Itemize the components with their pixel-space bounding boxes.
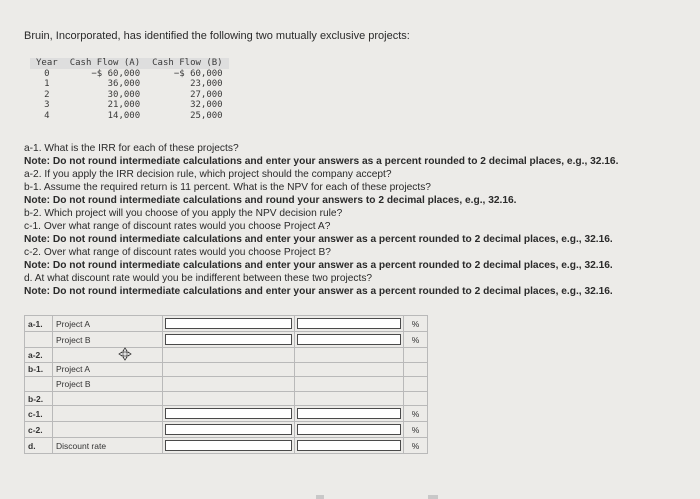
year-cell: 0 bbox=[44, 68, 50, 79]
cash-flow-b-cell: −$ 60,000 bbox=[173, 68, 223, 79]
answer-cell-2 bbox=[295, 391, 404, 406]
cash-flow-a-cell: 14,000 bbox=[107, 110, 141, 121]
cash-flow-a-cell: −$ 60,000 bbox=[91, 68, 141, 79]
answer-cell-2 bbox=[295, 362, 404, 377]
answer-input-2[interactable] bbox=[297, 318, 401, 329]
answer-input-2[interactable] bbox=[297, 424, 401, 435]
answer-input-1[interactable] bbox=[165, 424, 292, 435]
col-cash-flow-b: Cash Flow (B) bbox=[146, 58, 228, 69]
answer-row-label bbox=[53, 422, 163, 438]
unit-label: % bbox=[404, 406, 428, 422]
answer-part-label: c-1. bbox=[25, 406, 53, 422]
answer-cell-1[interactable] bbox=[163, 316, 295, 332]
question-line: d. At what discount rate would you be indifferent between these two projects? bbox=[24, 273, 373, 284]
answer-row-label: Discount rate bbox=[53, 438, 163, 454]
question-note: Note: Do not round intermediate calculations and enter your answers as a percent rounded to 2 decimal places, e.g., 32.16. bbox=[24, 156, 619, 167]
question-line: b-1. Assume the required return is 11 percent. What is the NPV for each of these projects? bbox=[24, 182, 431, 193]
cash-flow-b-cell: 23,000 bbox=[190, 79, 223, 89]
problem-intro: Bruin, Incorporated, has identified the following two mutually exclusive projects: bbox=[24, 30, 410, 42]
question-note: Note: Do not round intermediate calculations and enter your answer as a percent rounded to 2 decimal places, e.g., 32.16. bbox=[24, 234, 613, 245]
unit-label: % bbox=[404, 332, 428, 348]
answer-row bbox=[25, 362, 428, 377]
answer-row-label: Project B bbox=[53, 377, 163, 392]
cash-flow-rows bbox=[30, 69, 229, 122]
col-cash-flow-a: Cash Flow (A) bbox=[64, 58, 146, 69]
answer-cell-1 bbox=[163, 362, 295, 377]
answer-row bbox=[25, 422, 428, 438]
move-cursor-icon bbox=[118, 347, 132, 361]
question-note: Note: Do not round intermediate calculations and enter your answer as a percent rounded to 2 decimal places, e.g., 32.16. bbox=[24, 286, 613, 297]
answer-part-label: a-1. bbox=[25, 316, 53, 332]
answer-cell-2[interactable] bbox=[295, 332, 404, 348]
answer-part-label: c-2. bbox=[25, 422, 53, 438]
answer-cell-2 bbox=[295, 377, 404, 392]
unit-label: % bbox=[404, 438, 428, 454]
bottom-edge-mark bbox=[428, 495, 438, 499]
answer-part-label: a-2. bbox=[25, 348, 53, 363]
answer-input-2[interactable] bbox=[297, 334, 401, 345]
unit-label bbox=[404, 362, 428, 377]
answer-input-1[interactable] bbox=[165, 440, 292, 451]
answer-cell-2[interactable] bbox=[295, 422, 404, 438]
answer-cell-1[interactable] bbox=[163, 332, 295, 348]
cash-flow-row bbox=[30, 100, 229, 111]
answer-row bbox=[25, 316, 428, 332]
unit-label: % bbox=[404, 422, 428, 438]
question-line: b-2. Which project will you choose of you apply the NPV decision rule? bbox=[24, 208, 343, 219]
cash-flow-b-cell: 25,000 bbox=[190, 110, 223, 121]
answer-cell-1[interactable] bbox=[163, 438, 295, 454]
answer-cell-1 bbox=[163, 391, 295, 406]
cash-flow-a-cell: 36,000 bbox=[107, 79, 141, 89]
question-line: c-2. Over what range of discount rates would you choose Project B? bbox=[24, 247, 331, 258]
answer-row bbox=[25, 348, 428, 363]
answer-cell-2[interactable] bbox=[295, 438, 404, 454]
answer-row bbox=[25, 406, 428, 422]
answer-row-label bbox=[53, 406, 163, 422]
answer-part-label bbox=[25, 332, 53, 348]
unit-label: % bbox=[404, 316, 428, 332]
unit-label bbox=[404, 391, 428, 406]
answer-row-label bbox=[53, 391, 163, 406]
cash-flow-a-cell: 21,000 bbox=[107, 100, 141, 110]
answer-row-label: Project A bbox=[53, 316, 163, 332]
answer-input-1[interactable] bbox=[165, 408, 292, 419]
question-line: a-1. What is the IRR for each of these projects? bbox=[24, 143, 239, 154]
col-year: Year bbox=[30, 58, 64, 69]
year-cell: 2 bbox=[44, 89, 50, 100]
answer-cell-2[interactable] bbox=[295, 316, 404, 332]
answer-row bbox=[25, 377, 428, 392]
answer-cell-2 bbox=[295, 348, 404, 363]
year-cell: 3 bbox=[44, 100, 50, 110]
question-list bbox=[24, 142, 684, 298]
answer-cell-1[interactable] bbox=[163, 422, 295, 438]
question-note: Note: Do not round intermediate calculations and enter your answer as a percent rounded to 2 decimal places, e.g., 32.16. bbox=[24, 260, 613, 271]
answer-row bbox=[25, 332, 428, 348]
question-line: c-1. Over what range of discount rates would you choose Project A? bbox=[24, 221, 331, 232]
answer-table bbox=[24, 315, 428, 454]
answer-input-2[interactable] bbox=[297, 440, 401, 451]
year-cell: 1 bbox=[44, 79, 50, 89]
question-line: a-2. If you apply the IRR decision rule, which project should the company accept? bbox=[24, 169, 392, 180]
answer-input-1[interactable] bbox=[165, 318, 292, 329]
answer-input-2[interactable] bbox=[297, 408, 401, 419]
cash-flow-b-cell: 32,000 bbox=[190, 100, 223, 110]
answer-row-label bbox=[53, 348, 163, 363]
answer-row-label: Project A bbox=[53, 362, 163, 377]
answer-cell-1 bbox=[163, 348, 295, 363]
answer-input-1[interactable] bbox=[165, 334, 292, 345]
cash-flow-row bbox=[30, 79, 229, 90]
answer-cell-2[interactable] bbox=[295, 406, 404, 422]
answer-part-label bbox=[25, 377, 53, 392]
year-cell: 4 bbox=[44, 110, 50, 121]
answer-part-label: b-1. bbox=[25, 362, 53, 377]
answer-cell-1 bbox=[163, 377, 295, 392]
answer-row bbox=[25, 391, 428, 406]
cash-flow-b-cell: 27,000 bbox=[190, 89, 223, 100]
cash-flow-table bbox=[30, 58, 229, 121]
cash-flow-row bbox=[30, 90, 229, 101]
unit-label bbox=[404, 348, 428, 363]
answer-part-label: d. bbox=[25, 438, 53, 454]
answer-part-label: b-2. bbox=[25, 391, 53, 406]
unit-label bbox=[404, 377, 428, 392]
answer-row-label: Project B bbox=[53, 332, 163, 348]
cash-flow-row bbox=[30, 69, 229, 80]
answer-cell-1[interactable] bbox=[163, 406, 295, 422]
question-note: Note: Do not round intermediate calculations and round your answers to 2 decimal places, e.g., 32.16. bbox=[24, 195, 517, 206]
bottom-edge-mark bbox=[316, 495, 324, 499]
answer-row bbox=[25, 438, 428, 454]
cash-flow-row bbox=[30, 111, 229, 122]
cash-flow-a-cell: 30,000 bbox=[107, 89, 141, 100]
